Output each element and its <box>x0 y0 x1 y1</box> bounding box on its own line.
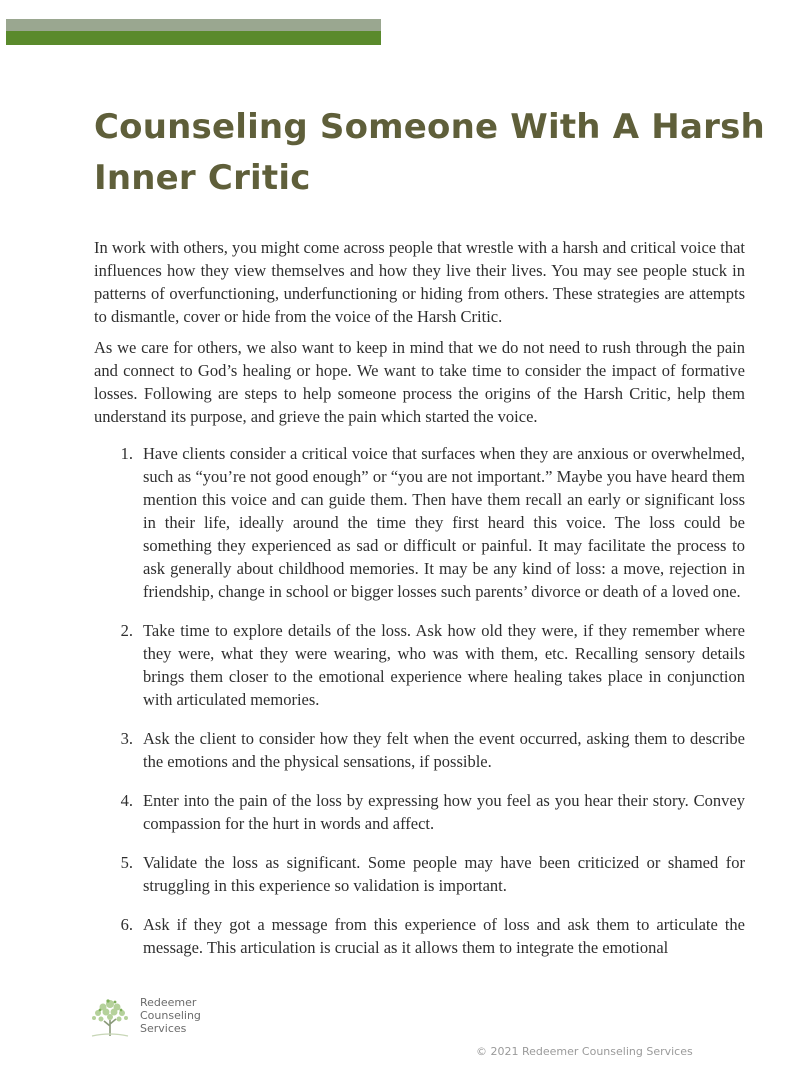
tree-icon <box>88 996 132 1038</box>
steps-list <box>94 442 745 959</box>
list-item <box>94 851 745 897</box>
page-title: Counseling Someone With A Harsh Inner Critic <box>94 107 765 198</box>
list-item <box>94 619 745 711</box>
step-number: 1. <box>120 444 133 463</box>
intro-paragraph-1: In work with others, you might come across people that wrestle with a harsh and critical voice that influences how they view themselves and how they live their lives. You may see people stuck in patterns of overfunctioning, underfunctioning or hiding from others. These strategies are attempts to dismantle, cover or hide from the voice of the Harsh Critic. <box>94 238 745 326</box>
step-text: Validate the loss as significant. Some people may have been criticized or shamed for struggling in this experience so validation is important. <box>143 853 745 895</box>
org-name-line: Redeemer <box>140 996 197 1009</box>
list-item <box>94 442 745 603</box>
org-name-line: Counseling <box>140 1009 201 1022</box>
org-name <box>140 996 201 1035</box>
header-accent-bar <box>6 31 381 45</box>
step-number: 4. <box>120 791 133 810</box>
header-accent-bar-light <box>6 19 381 31</box>
step-text: Ask if they got a message from this experience of loss and ask them to articulate the message. This articulation is crucial as it allows them to integrate the emotional <box>143 915 745 957</box>
document-body <box>94 236 745 975</box>
step-number: 3. <box>120 729 133 748</box>
copyright-text: © 2021 Redeemer Counseling Services <box>476 1045 693 1058</box>
list-item <box>94 727 745 773</box>
footer-logo <box>88 996 201 1038</box>
intro-paragraph-2: As we care for others, we also want to keep in mind that we do not need to rush through the pain and connect to God’s healing or hope. We want to take time to consider the impact of formative losses. Following are steps to help someone process the origins of the Harsh Critic, help them understand its purpose, and grieve the pain which started the voice. <box>94 338 745 426</box>
step-number: 5. <box>120 853 133 872</box>
org-name-line: Services <box>140 1022 187 1035</box>
list-item <box>94 913 745 959</box>
list-item <box>94 789 745 835</box>
step-number: 2. <box>120 621 133 640</box>
step-text: Enter into the pain of the loss by expressing how you feel as you hear their story. Convey compassion for the hurt in words and affect. <box>143 791 745 833</box>
step-text: Have clients consider a critical voice that surfaces when they are anxious or overwhelmed, such as “you’re not good enough” or “you are not important.” Maybe you have heard them mention this voice and can guide them. Then have them recall an early or significant loss in their life, ideally around the time they first heard this voice. The loss could be something they experienced as sad or difficult or painful. It may facilitate the process to ask generally about childhood memories. It may be any kind of loss: a move, rejection in friendship, change in school or bigger losses such parents’ divorce or death of a loved one. <box>143 444 745 601</box>
step-number: 6. <box>120 915 133 934</box>
step-text: Ask the client to consider how they felt when the event occurred, asking them to describe the emotions and the physical sensations, if possible. <box>143 729 745 771</box>
step-text: Take time to explore details of the loss. Ask how old they were, if they remember where they were, what they were wearing, who was with them, etc. Recalling sensory details brings them closer to the emotional experience where healing takes place in conjunction with articulated memories. <box>143 621 745 709</box>
